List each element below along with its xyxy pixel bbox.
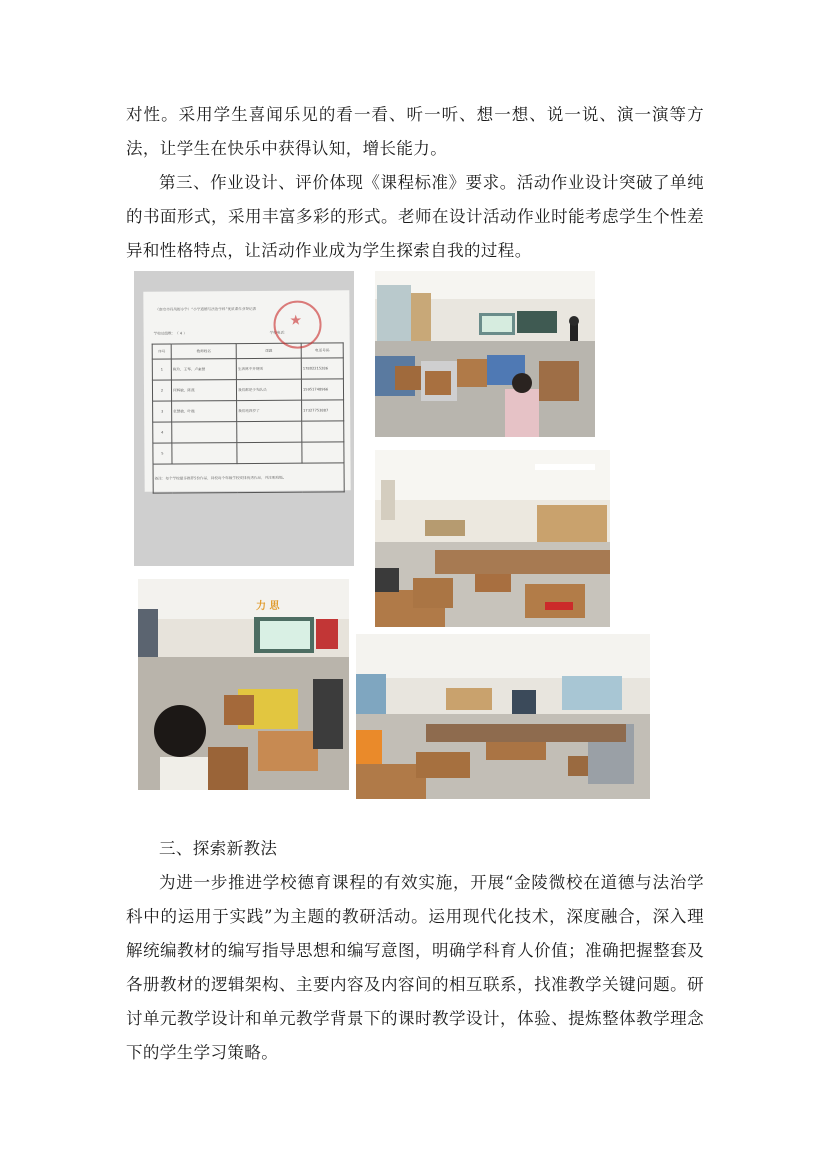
form-cell: 15951748966 — [301, 379, 343, 400]
section-heading: 三、探索新教法 — [159, 839, 278, 858]
form-cell — [302, 442, 344, 463]
form-row — [153, 421, 344, 443]
star-icon: ★ — [289, 312, 303, 329]
form-cell — [302, 421, 344, 442]
form-cell: 17327753887 — [302, 400, 344, 421]
form-cell: 5 — [153, 443, 172, 464]
form-cell: 生活离不开规则 — [236, 358, 301, 379]
form-cell: 张慧敏、叶薇 — [172, 401, 237, 422]
form-cell — [172, 443, 237, 464]
classroom-sign: 力 思 — [256, 601, 280, 612]
form-cell: 3 — [153, 401, 172, 422]
form-contact-label: 学校电话： — [269, 330, 288, 335]
form-school-label: 学校及组数：（ 4 ） — [153, 331, 187, 336]
form-cell — [237, 442, 302, 463]
form-note-row — [153, 463, 344, 493]
form-row — [153, 400, 344, 422]
form-cell: 1 — [152, 359, 171, 380]
form-header-cell: 课题 — [236, 343, 301, 358]
form-header-cell: 序号 — [152, 344, 171, 359]
photo-classroom-teacher — [375, 271, 595, 437]
form-header-cell: 教师姓名 — [171, 344, 236, 359]
form-cell: 何辉敏、陈燕 — [171, 380, 236, 401]
form-cell: 4 — [153, 422, 172, 443]
form-header-row — [152, 343, 343, 359]
form-note: 备注：每个学校最多推荐5份作品，同校每个年级学校安排优秀作品，并注明班级。 — [153, 463, 344, 493]
photo-classroom-smartboard — [138, 579, 349, 790]
form-cell: 我们班四岁了 — [237, 400, 302, 421]
paragraph-continued: 对性。采用学生喜闻乐见的看一看、听一听、想一想、说一说、演一演等方法，让学生在快乐中获得认知，增长能力。 — [126, 105, 704, 158]
form-header-cell: 电话号码 — [301, 343, 343, 358]
form-cell — [237, 421, 302, 442]
photo-classroom-wide — [375, 450, 610, 627]
photo-registration-form — [134, 271, 354, 566]
form-title: （南京市丹凤街小学）“小学道德与法治学科”优质课作业登记表 — [155, 306, 257, 312]
form-row — [153, 442, 344, 464]
form-cell: 我们都是少先队员 — [236, 379, 301, 400]
form-cell — [172, 422, 237, 443]
form-row — [152, 379, 343, 401]
form-cell: 2 — [152, 380, 171, 401]
paragraph-teaching-method: 为进一步推进学校德育课程的有效实施，开展“金陵微校在道德与法治学科中的运用于实践”为主题的教研活动。运用现代化技术，深度融合，深入理解统编教材的编写指导思想和编写意图，明确学科育人价值；准确把握整套及各册教材的逻辑架构、主要内容及内容间的相互联系，找准教学关键问题。研讨单元教学设计和单元教学背景下的课时教学设计，体验、提炼整体教学理念下的学生学习策略。 — [126, 873, 704, 1062]
form-cell: 17802215286 — [301, 358, 343, 379]
form-table — [152, 342, 345, 493]
form-row — [152, 358, 343, 380]
photo-classroom-back — [356, 634, 650, 799]
paragraph-homework-design: 第三、作业设计、评价体现《课程标准》要求。活动作业设计突破了单纯的书面形式，采用丰富多彩的形式。老师在设计活动作业时能考虑学生个性差异和性格特点，让活动作业成为学生探索自我的过程。 — [126, 173, 704, 260]
red-seal-stamp — [273, 300, 321, 348]
form-cell: 陈玲、王琴、卢素慧 — [171, 359, 236, 380]
